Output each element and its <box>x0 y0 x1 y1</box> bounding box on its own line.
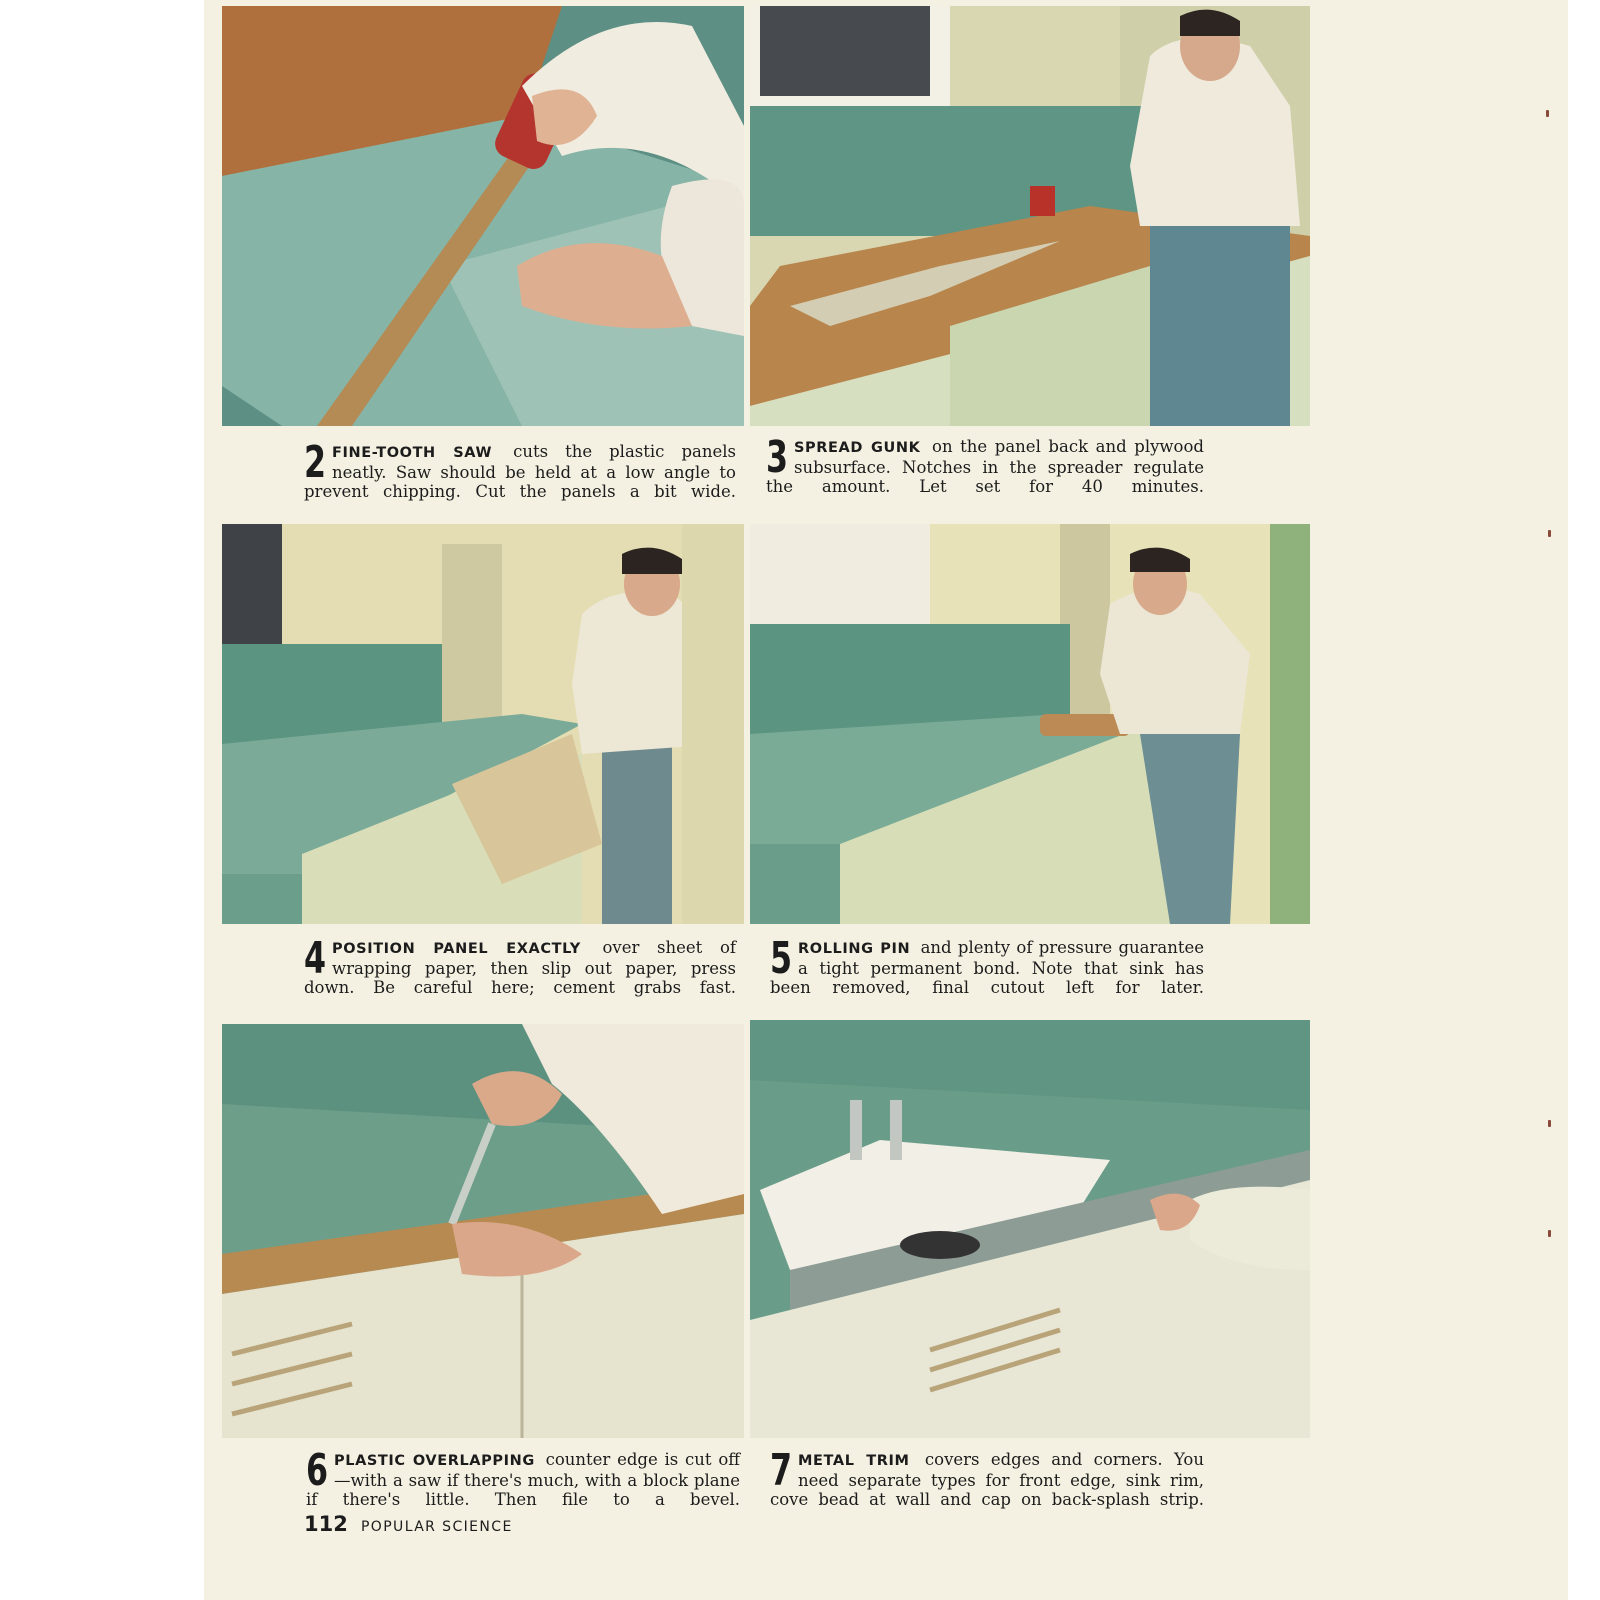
caption-step-6 <box>306 1445 740 1509</box>
step-number: 4 <box>304 933 327 984</box>
margin-mark <box>1548 1230 1551 1237</box>
photo-step-7 <box>750 1020 1310 1438</box>
photo-step-5 <box>750 524 1310 924</box>
caption-lead: SPREAD GUNK <box>794 440 921 456</box>
caption-text: over sheet of wrapping paper, then slip out paper, press down. Be careful here; cement grabs fast. <box>304 938 736 997</box>
caption-text: counter edge is cut off—with a saw if there's much, with a block plane if there's little. Then file to a bevel. <box>306 1450 740 1509</box>
step-number: 6 <box>306 1445 329 1496</box>
step-number: 3 <box>766 432 789 483</box>
caption-text: cuts the plastic panels neatly. Saw should be held at a low angle to prevent chipping. Cut the panels a bit wide. <box>304 442 736 501</box>
step-number: 2 <box>304 437 327 488</box>
caption-lead: FINE-TOOTH SAW <box>332 445 493 461</box>
publication-name: POPULAR SCIENCE <box>360 1519 513 1535</box>
page-number: 112 <box>304 1512 348 1536</box>
caption-step-2 <box>304 437 736 501</box>
caption-lead: ROLLING PIN <box>798 941 911 957</box>
margin-mark <box>1546 110 1549 117</box>
caption-step-4 <box>304 933 736 997</box>
caption-step-3 <box>766 432 1204 496</box>
caption-text: covers edges and corners. You need separate types for front edge, sink rim, cove bead at wall and cap on back-splash strip. <box>770 1450 1204 1509</box>
step-number: 7 <box>770 1445 793 1496</box>
photo-step-2 <box>222 6 744 426</box>
photo-step-6 <box>222 1024 744 1438</box>
margin-mark <box>1548 1120 1551 1127</box>
page-footer <box>304 1512 513 1536</box>
caption-lead: POSITION PANEL EXACTLY <box>332 941 581 957</box>
photo-step-3 <box>750 6 1310 426</box>
caption-lead: METAL TRIM <box>798 1453 910 1469</box>
caption-step-7 <box>770 1445 1204 1509</box>
photo-step-4 <box>222 524 744 924</box>
step-number: 5 <box>770 933 793 984</box>
margin-mark <box>1548 530 1551 537</box>
caption-lead: PLASTIC OVERLAPPING <box>334 1453 535 1469</box>
caption-text: on the panel back and plywood subsurface. Notches in the spreader regulate the amount. Let set for 40 minutes. <box>766 437 1204 496</box>
caption-text: and plenty of pressure guarantee a tight permanent bond. Note that sink has been removed, final cutout left for later. <box>770 938 1204 997</box>
caption-step-5 <box>770 933 1204 997</box>
